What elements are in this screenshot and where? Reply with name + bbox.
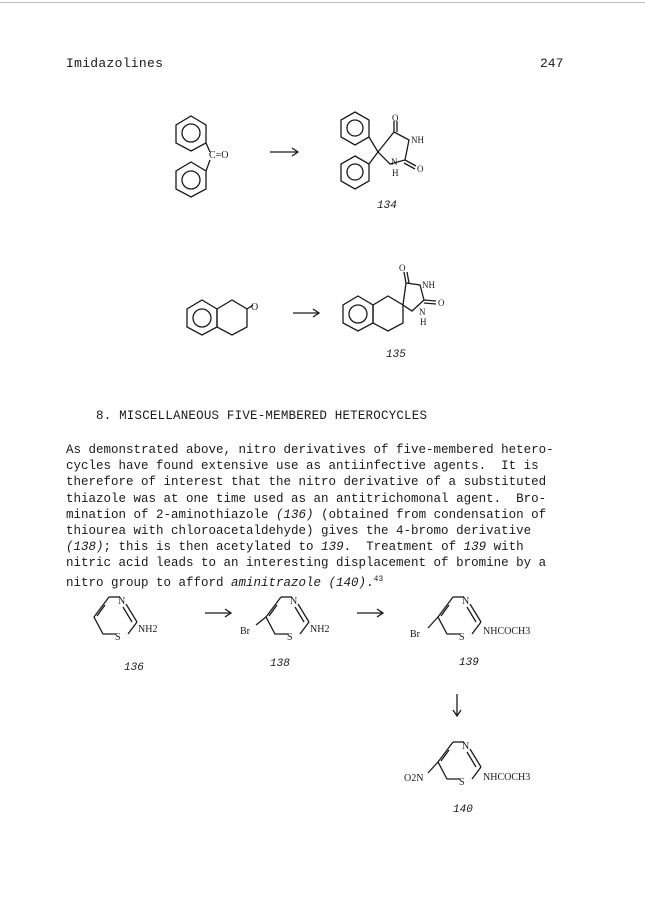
compound-138-structure [240, 596, 329, 643]
c140-n: N [462, 741, 470, 752]
ref-136: (136) [276, 507, 314, 522]
c139-nhcoch3: NHCOCH3 [483, 626, 531, 637]
ref-139-a: 139 [321, 540, 344, 555]
para-line-8: nitric acid leads to an interesting displacement of bromine by a [66, 556, 547, 571]
compound-label-140: 140 [453, 804, 473, 816]
compound-140-structure [404, 741, 530, 788]
benzophenone-structure [176, 116, 229, 197]
reaction-arrow-1 [270, 148, 298, 156]
tetralone-structure [187, 300, 258, 335]
ref-139-b: 139 [463, 540, 487, 555]
para-line-4: thiazole was at one time used as an antitrichomonal agent. Bro- [66, 491, 547, 506]
c136-nh2: NH2 [138, 624, 158, 635]
section-heading: 8. MISCELLANEOUS FIVE-MEMBERED HETEROCYCLES [96, 409, 428, 423]
c140-nhcoch3: NHCOCH3 [483, 772, 531, 783]
ref-138: (138) [66, 540, 104, 555]
para-line-7b: . Treatment of [343, 540, 464, 555]
c136-n: N [118, 596, 126, 607]
c135-o-top: O [399, 263, 406, 273]
compound-label-138: 138 [270, 658, 290, 670]
reaction-arrow-down [453, 694, 461, 716]
c134-n: N [391, 157, 398, 167]
c139-n: N [462, 596, 470, 607]
para-line-6: thiourea with chloroacetaldehyde) gives the 4-bromo derivative [66, 524, 532, 539]
compound-label-136: 136 [124, 662, 144, 674]
c139-br: Br [410, 629, 420, 640]
para-line-7a: ; this is then acetylated to [103, 540, 322, 555]
c135-o-right: O [438, 298, 445, 308]
compound-label-139: 139 [459, 657, 479, 669]
compound-label-134: 134 [377, 200, 397, 212]
carbonyl-label: C=O [209, 150, 229, 161]
tetralone-o: O [251, 302, 259, 313]
compound-134-structure [341, 112, 424, 189]
c138-n: N [290, 596, 298, 607]
running-head: Imidazolines [66, 56, 164, 71]
reaction-arrow-2 [293, 309, 319, 317]
compound-139-structure [410, 596, 530, 643]
c139-s: S [459, 632, 465, 643]
page-number: 247 [540, 56, 564, 71]
c134-nh: NH [411, 135, 424, 145]
c140-no2: O2N [404, 773, 424, 784]
para-line-9b: . [366, 575, 374, 590]
para-line-7c: with [486, 540, 524, 555]
compound-label-135: 135 [386, 349, 406, 361]
c138-nh2: NH2 [310, 624, 330, 635]
footnote-ref-43: 43 [373, 574, 384, 584]
c138-br: Br [240, 626, 250, 637]
c140-s: S [459, 777, 465, 788]
para-line-5a: mination of 2-aminothiazole [66, 507, 277, 522]
c134-o-top: O [392, 113, 399, 123]
para-line-1: As demonstrated above, nitro derivatives of five-membered hetero- [66, 443, 554, 457]
para-line-5 [66, 507, 566, 523]
para-line-9a: nitro group to afford [66, 575, 232, 590]
reaction-arrow-3 [205, 609, 231, 617]
para-line-9 [66, 572, 566, 591]
c134-o-right: O [417, 164, 424, 174]
para-line-7 [66, 539, 566, 555]
aminitrazole-term: aminitrazole (140) [231, 575, 367, 590]
c134-h: H [392, 168, 399, 178]
compound-136-structure [94, 596, 157, 643]
compound-135-structure [343, 263, 445, 331]
para-line-2: cycles have found extensive use as antiinfective agents. It is [66, 459, 539, 474]
para-line-5b: (obtained from condensation of [313, 507, 547, 522]
c135-h: H [420, 317, 427, 327]
c138-s: S [287, 632, 293, 643]
c135-n: N [419, 307, 426, 317]
body-paragraph [66, 442, 566, 591]
c135-nh: NH [422, 280, 435, 290]
para-line-3: therefore of interest that the nitro derivative of a substituted [66, 475, 547, 490]
c136-s: S [115, 632, 121, 643]
reaction-arrow-4 [357, 609, 383, 617]
